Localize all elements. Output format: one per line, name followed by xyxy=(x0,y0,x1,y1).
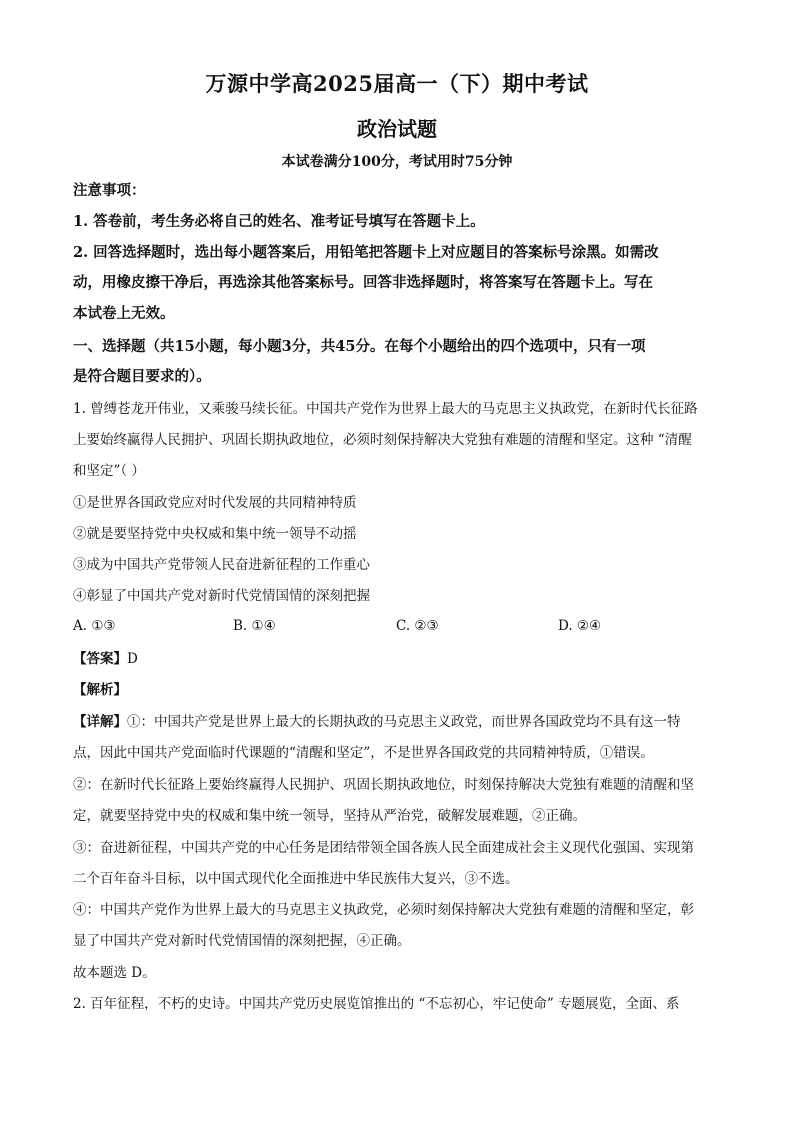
q1-option-b: B. ①④ xyxy=(233,618,276,634)
q1-option-c: C. ②③ xyxy=(396,618,439,634)
q1-option-d: D. ②④ xyxy=(558,618,602,634)
q1-analysis-label xyxy=(73,680,723,700)
q1-option-a: A. ①③ xyxy=(73,618,116,634)
q1-item-1: ①是世界各国政党应对时代发展的共同精神特质 xyxy=(73,495,357,511)
q1-detail-3-line-1: ③：奋进新征程，中国共产党的中心任务是团结带领全国各族人民全面建成社会主义现代化强国、实现第 xyxy=(73,840,694,856)
notice-item-1: 1. 答卷前，考生务必将自己的姓名、准考证号填写在答题卡上。 xyxy=(73,213,485,230)
detail-1-text: ①：中国共产党是世界上最大的长期执政的马克思主义政党，而世界各国政党均不具有这一特 xyxy=(127,714,681,730)
q1-stem-line-1: 1. 曾缚苍龙开伟业，又乘骏马续长征。中国共产党作为世界上最大的马克思主义执政党，在新时代长征路 xyxy=(73,401,698,417)
q1-conclusion: 故本题选 D。 xyxy=(73,965,156,981)
q1-detail-2-line-1: ②：在新时代长征路上要始终赢得人民拥护、巩固长期执政地位，时刻保持解决大党独有难题的清醒和坚 xyxy=(73,777,694,793)
notice-item-2-line-3: 本试卷上无效。 xyxy=(73,305,175,322)
subject-title: 政治试题 xyxy=(357,117,437,141)
q1-item-4: ④彰显了中国共产党对新时代党情国情的深刻把握 xyxy=(73,588,370,604)
q1-detail-1-line-1 xyxy=(73,712,723,732)
q1-detail-3-line-2: 二个百年奋斗目标，以中国式现代化全面推进中华民族伟大复兴，③不选。 xyxy=(73,871,519,887)
analysis-label: 【解析】 xyxy=(73,682,127,698)
q1-stem-line-3: 和坚定”（ ） xyxy=(73,463,145,479)
exam-title: 万源中学高2025届高一（下）期中考试 xyxy=(205,71,589,96)
q1-detail-1-line-2: 点，因此中国共产党面临时代课题的“清醒和坚定”，不是世界各国政党的共同精神特质，①错误。 xyxy=(73,745,654,761)
q1-stem-line-2: 上要始终赢得人民拥护、巩固长期执政地位，必须时刻保持解决大党独有难题的清醒和坚定。这种 “清醒 xyxy=(73,432,692,448)
q1-detail-2-line-2: 定，就要坚持党中央的权威和集中统一领导，坚持从严治党，破解发展难题，②正确。 xyxy=(73,808,586,824)
q1-item-2: ②就是要坚持党中央权威和集中统一领导不动摇 xyxy=(73,526,357,542)
answer-label: 【答案】 xyxy=(73,651,127,667)
q1-detail-4-line-2: 显了中国共产党对新时代党情国情的深刻把握，④正确。 xyxy=(73,933,411,949)
notice-heading: 注意事项： xyxy=(73,182,146,199)
q1-item-3: ③成为中国共产党带领人民奋进新征程的工作重心 xyxy=(73,557,370,573)
section-heading-line-2: 是符合题目要求的）。 xyxy=(73,368,211,385)
q1-detail-4-line-1: ④：中国共产党作为世界上最大的马克思主义执政党，必须时刻保持解决大党独有难题的清醒和坚定，彰 xyxy=(73,902,694,918)
notice-item-2-line-1: 2. 回答选择题时，选出每小题答案后，用铅笔把答题卡上对应题目的答案标号涂黑。如需改 xyxy=(73,244,659,261)
exam-info: 本试卷满分100分，考试用时75分钟 xyxy=(281,154,513,170)
answer-value: D xyxy=(127,651,138,667)
detail-label: 【详解】 xyxy=(73,714,127,730)
notice-item-2-line-2: 动，用橡皮擦干净后，再选涂其他答案标号。回答非选择题时，将答案写在答题卡上。写在 xyxy=(73,274,653,291)
section-heading-line-1: 一、选择题（共15小题，每小题3分，共45分。在每个小题给出的四个选项中，只有一项 xyxy=(73,338,646,355)
q2-stem-line-1: 2. 百年征程，不朽的史诗。中国共产党历史展览馆推出的 “不忘初心，牢记使命” 专题展览，全面、系 xyxy=(73,996,680,1012)
q1-answer xyxy=(73,649,723,669)
